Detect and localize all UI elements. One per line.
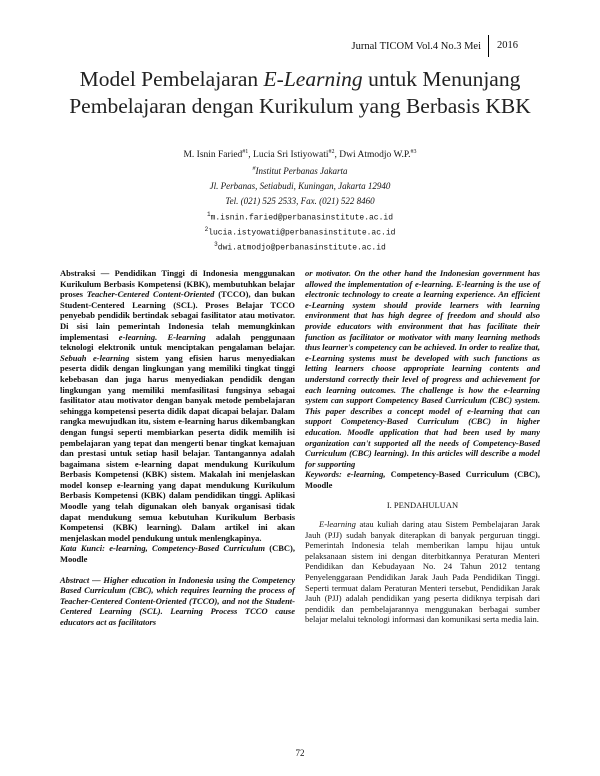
affiliation-address: Jl. Perbanas, Setiabudi, Kuningan, Jakarta 12940: [209, 181, 391, 191]
running-header: [351, 35, 518, 57]
author-email: $^2$lucia.istyowati@perbanasinstitute.ac.id: [204, 226, 396, 238]
affiliation-phone: Tel. (021) 525 2533, Fax. (021) 522 8460: [225, 196, 375, 206]
author-list: M. Isnin Faried$^{\#1}$, Lucia Sri Istiyowati$^{\#2}$, Dwi Atmodjo W.P.$^{\#3}$: [183, 149, 417, 161]
author-name: M. Isnin Faried: [183, 150, 243, 161]
abstrak-paragraph: Abstraksi — Pendidikan Tinggi di Indonesia menggunakan Kurikulum Berbasis Kompetensi (KBK), membutuhkan belajar proses Teacher-Centered Content-Oriented (TCCO), dan bukan Student-Centered Learning (SCL). Proses Belajar TCCO penyebab pendidik bertindak sebagai fasilitator atau motivator. Di sisi lain pemerintah Indonesia telah memungkinkan implementasi e-learning. E-learning adalah penggunaan teknologi elektronik untuk menciptakan pengalaman belajar. Sebuah e-learning sistem yang efisien harus menyediakan peserta didik dengan lingkungan yang memiliki tingkat tinggi kebebasan dan juga harus menyediakan pendidik dengan lingkungan yang memiliki memfasilitasi fungsinya sebagai fasilitator atau motivator dengan banyak metode pembelajaran sehingga kompetensi peserta didik dapat dicapai belajar. Dalam rangka mewujudkan itu, sistem e-learning harus dikembangkan dengan fungsi seperti membiarkan peserta didik memilih isi pembelajaran yang tepat dan mengerti benar tingkat kemajuan dan prestasi untuk setiap hasil belajar. Tantangannya adalah bagaimana sistem e-learning dapat mendukung Kurikulum Berbasis Kompetensi (KBK) sistem. Makalah ini menjelaskan model konsep e-learning yang dapat mendukung Kurikulum Berbasis Kompetensi (KBK) dalam pendidikan tinggi. Aplikasi Moodle yang telah digunakan oleh banyak organisasi tidak dapat mendukung semua kebutuhan Kurikulum Berbasis Kompetensi (KBK) learning). Dalam artikel ini akan menjelaskan model pendukung untuk menlengkapinya.: [60, 268, 295, 543]
journal-name: Jurnal TICOM Vol.4 No.3 Mei: [351, 40, 481, 52]
introduction-paragraph: E-learning atau kuliah daring atau Sistem Pembelajaran Jarak Jauh (PJJ) sudah banyak diterapkan di banyak perguruan tinggi. Pemerintah Indonesia telah memberikan lampu hijau untuk pelaksanaan sistem ini dengan diterbitkannya Peraturan Menteri Pendidikan dan Kebudayaan No. 24 Tahun 2012 tentang Penyelenggaraan Pendidikan Jarak Jauh Pada Pendidikan Tinggi. Seperti termuat dalam Peraturan Menteri tersebut, Pendidikan Jarak Jauh (PJJ) adalah pendidikan yang peserta didiknya terpisah dari pendidik dan pembelajarannya menggunakan berbagai sumber belajar melalui teknologi informasi dan komunikasi serta media lain.: [305, 519, 540, 625]
author-name: Lucia Sri Istiyowati: [253, 150, 329, 161]
kata-kunci: Kata Kunci: e-learning, Competency-Based Curriculum (CBC), Moodle: [60, 543, 296, 565]
page-number: 72: [295, 748, 305, 758]
keywords: Keywords: e-learning, Competency-Based Curriculum (CBC), Moodle: [305, 469, 540, 490]
abstract-en-continued: or motivator. On the other hand the Indonesian government has allowed the implementation of e-learning. E-learning is the use of electronic technology to create a learning experience. An efficient e-Learning system should provide learners with learning environment that has high degree of freedom and should also provide educators with environment that has facilitate their function as facilitator or motivator with many learning methods thus learner's competency can be achieved. In order to realize that, e-Learning systems must be developed with such functions as letting learners choose appropriate learning contents and understand correctly their level of progress and achievement for each learning outcomes. The challenge is how the e-learning system can support Competency Based Curriculum (CBC) system. This paper describes a concept model of e-learning that can support Competency-Based Curriculum (CBC) in higher education. Moodle application that had been used by many organization can't supported all the needs of Competency-Based Curriculum (CBC) learning). In this articles will describe a model for supporting: [305, 268, 540, 469]
journal-year: 2016: [488, 35, 518, 57]
author-email: $^3$dwi.atmodjo@perbanasinstitute.ac.id: [214, 241, 386, 253]
author-email: $^1$m.isnin.faried@perbanasinstitute.ac.id: [206, 211, 394, 223]
section-heading: I. PENDAHULUAN: [386, 500, 459, 511]
right-column: [305, 268, 540, 625]
paper-title: Model Pembelajaran E-Learning untuk Menunjang Pembelajaran dengan Kurikulum yang Berbasis KBK: [69, 67, 531, 118]
abstract-en-paragraph: Abstract — Higher education in Indonesia using the Competency Based Curriculum (CBC), which requires learning the process of Teacher-Centered Content-Oriented (TCCO), and not the Student-Centered Learning (SCL). Learning Process TCCO cause educators act as facilitators: [60, 574, 295, 627]
author-name: Dwi Atmodjo W.P.: [339, 150, 411, 161]
left-column: [60, 268, 295, 628]
affiliation-institute: #Institut Perbanas Jakarta: [252, 166, 348, 176]
